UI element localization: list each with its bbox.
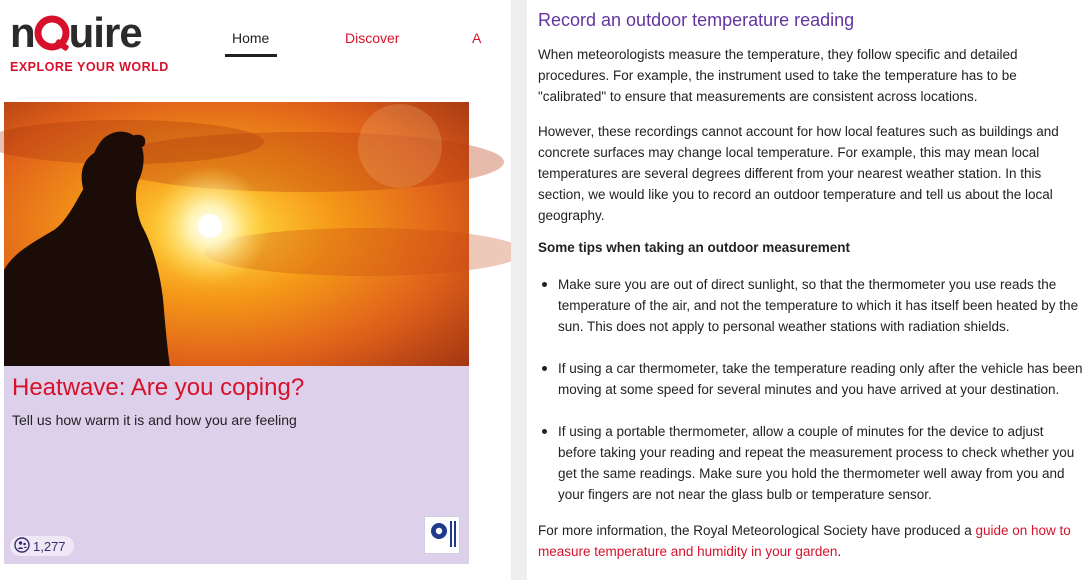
article-paragraph-2: However, these recordings cannot account for how local features such as buildings and concrete surfaces may change local temperature. For example, this may mean local temperatures are several degrees different from your nearest weather station. In this section, we would like you to record an outdoor temperature and tell us about the local geography. (538, 124, 1059, 223)
list-item: If using a portable thermometer, allow a couple of minutes for the device to adjust before taking your reading and repeat the measurement process to check whether you get the same readings. Make sure you hold the thermometer well away from you and your fingers are not near the glass bulb or temperature sensor. (538, 421, 1083, 505)
logo-tagline: EXPLORE YOUR WORLD (10, 60, 169, 74)
participants-count: 1,277 (33, 538, 66, 554)
logo-q-icon (33, 12, 71, 52)
card-subtitle: Tell us how warm it is and how you are feeling (12, 412, 297, 428)
logo-letter-n: n (10, 9, 35, 56)
tips-list (538, 274, 1083, 505)
people-icon (14, 537, 30, 556)
article-title: Record an outdoor temperature reading (538, 10, 855, 30)
card-title[interactable]: Heatwave: Are you coping? (12, 374, 305, 401)
nav-active-indicator (225, 54, 277, 57)
article-panel (527, 0, 1084, 580)
nquire-logo[interactable] (8, 10, 168, 76)
list-item: If using a car thermometer, take the temperature reading only after the vehicle has been moving at some speed for several minutes and you have arrived at your destination. (538, 358, 1083, 421)
card-body (4, 366, 469, 564)
article-paragraph-1: When meteorologists measure the temperature, they follow specific and detailed procedures. For example, the instrument used to take the temperature has to be "calibrated" to ensure that measurements are consistent across locations. (538, 47, 1018, 104)
logo-wordmark (10, 9, 142, 56)
logo-letters-uire: uire (68, 9, 142, 56)
more-info-paragraph (538, 520, 1078, 562)
panel-divider (511, 0, 527, 580)
left-panel (0, 0, 510, 580)
open-university-logo (424, 516, 460, 554)
more-info-suffix: . (837, 544, 842, 559)
tips-heading: Some tips when taking an outdoor measurement (538, 240, 851, 255)
heatwave-photo (4, 102, 469, 366)
nav-home[interactable]: Home (232, 30, 270, 46)
rmets-guide-link[interactable]: guide on how to measure temperature and humidity in your garden (538, 523, 1071, 559)
mission-card[interactable] (4, 102, 469, 564)
nav-discover[interactable]: Discover (345, 30, 400, 46)
nav-item-truncated[interactable]: A (472, 30, 482, 46)
list-item: Make sure you are out of direct sunlight, so that the thermometer you use reads the temperature of the air, and not the temperature to which it has itself been heated by the sun. This does not apply to personal weather stations with radiation shields. (538, 274, 1083, 358)
more-info-text: For more information, the Royal Meteorological Society have produced a (538, 523, 976, 538)
participants-badge (10, 536, 74, 556)
